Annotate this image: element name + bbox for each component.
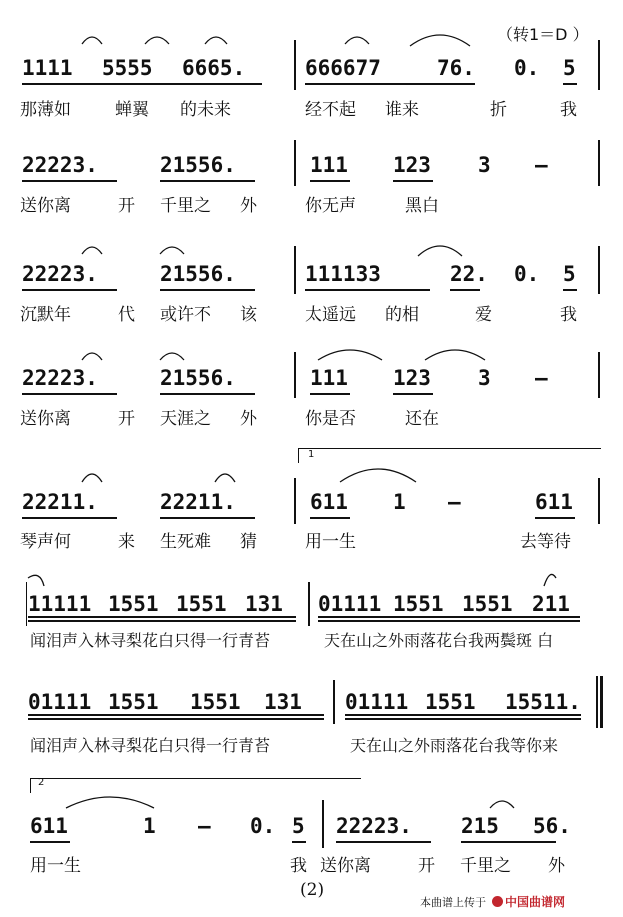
lyric-text: 代 [118, 305, 135, 325]
beam-line [461, 841, 556, 843]
lyric-text: 你无声 [305, 196, 356, 216]
lyric-text: 你是否 [305, 409, 356, 429]
note-group: 3 [478, 366, 491, 390]
note-group: 6665. [182, 56, 246, 80]
beam-line [292, 841, 306, 843]
lyric-text: 开 [418, 856, 435, 876]
bar-line [322, 800, 324, 848]
lyric-text: 或许不 [160, 305, 211, 325]
lyric-text: 谁来 [385, 100, 419, 120]
lyric-text: 那薄如 [20, 100, 71, 120]
lyric-text: 还在 [405, 409, 439, 429]
note-group: 22211. [22, 490, 98, 514]
credit-text: 本曲谱上传于 [420, 896, 486, 909]
note-group: 1551 [462, 592, 513, 616]
note-group: 1 [393, 490, 406, 514]
note-group: 22211. [160, 490, 236, 514]
note-group: – [448, 490, 461, 514]
note-group: 611 [30, 814, 68, 838]
lyric-text: 用一生 [305, 532, 356, 552]
note-group: 22223. [22, 366, 98, 390]
note-group: 131 [245, 592, 283, 616]
note-group: 1551 [425, 690, 476, 714]
lyric-text: 折 [490, 100, 507, 120]
note-group: 01111 [28, 690, 92, 714]
note-group: 11111 [28, 592, 92, 616]
beam-line [30, 841, 70, 843]
note-group: 3 [478, 153, 491, 177]
note-group: 1 [143, 814, 156, 838]
lyric-text: 的未来 [180, 100, 231, 120]
lyric-text: 闻泪声入林寻梨花白只得一行青苔 [30, 631, 271, 650]
note-group: 22223. [22, 153, 98, 177]
note-group: – [535, 153, 548, 177]
note-group: 22223. [22, 262, 98, 286]
upload-credit [420, 893, 565, 910]
note-group: – [535, 366, 548, 390]
note-group: 5555 [102, 56, 153, 80]
key-change-label: （转1＝D ） [497, 25, 589, 44]
lyric-text: 爱 [475, 305, 492, 325]
lyric-text: 经不起 [305, 100, 356, 120]
lyric-text: 外 [240, 409, 257, 429]
note-group: 21556. [160, 262, 236, 286]
note-group: 15511. [505, 690, 581, 714]
note-group: 21556. [160, 366, 236, 390]
lyric-text: 我 [560, 305, 577, 325]
lyric-text: 外 [240, 196, 257, 216]
note-group: 1111 [22, 56, 73, 80]
lyric-text: 该 [240, 305, 257, 325]
lyric-text: 琴声何 [20, 532, 71, 552]
beam-line [336, 841, 431, 843]
lyric-text: 天涯之 [160, 409, 211, 429]
note-group: 01111 [318, 592, 382, 616]
lyric-text: 蝉翼 [115, 100, 149, 120]
note-group: 111133 [305, 262, 381, 286]
note-group: 1551 [108, 690, 159, 714]
note-group: 5 [563, 56, 576, 80]
lyric-text: 猜 [240, 532, 257, 552]
note-group: 5 [563, 262, 576, 286]
lyric-text: 千里之 [160, 196, 211, 216]
lyric-text: 来 [118, 532, 135, 552]
note-group: 22. [450, 262, 488, 286]
note-group: 01111 [345, 690, 409, 714]
note-group: 123 [393, 366, 431, 390]
note-group: 131 [264, 690, 302, 714]
lyric-text: 我 [290, 856, 307, 876]
lyric-text: 太遥远 [305, 305, 356, 325]
note-group: 1551 [176, 592, 227, 616]
note-group: 0. [514, 56, 540, 80]
note-group: 611 [310, 490, 348, 514]
lyric-text: 的相 [385, 305, 419, 325]
note-group: 211 [532, 592, 570, 616]
lyric-text: 去等待 [520, 532, 571, 552]
volta-number: 2 [38, 777, 45, 788]
lyric-text: 沉默年 [20, 305, 71, 325]
note-group: 215 [461, 814, 499, 838]
note-group: 611 [535, 490, 573, 514]
lyric-text: 千里之 [460, 856, 511, 876]
note-group: 21556. [160, 153, 236, 177]
note-group: 1551 [190, 690, 241, 714]
note-group: 111 [310, 366, 348, 390]
note-group: 666677 [305, 56, 381, 80]
note-group: 22223. [336, 814, 412, 838]
lyric-text: 天在山之外雨落花台我等你来 [350, 736, 559, 755]
note-group: 5 [292, 814, 305, 838]
note-group: 0. [250, 814, 276, 838]
note-group: – [198, 814, 211, 838]
note-group: 111 [310, 153, 348, 177]
lyric-text: 送你离 [20, 409, 71, 429]
lyric-text: 我 [560, 100, 577, 120]
lyric-text: 开 [118, 409, 135, 429]
note-group: 1551 [108, 592, 159, 616]
note-group: 56. [533, 814, 571, 838]
note-group: 0. [514, 262, 540, 286]
page-number: (2) [300, 880, 325, 900]
lyric-text: 送你离 [20, 196, 71, 216]
site-logo-icon [492, 896, 503, 907]
lyric-text: 生死难 [160, 532, 211, 552]
volta-number: 1 [308, 449, 315, 460]
lyric-text: 送你离 [320, 856, 371, 876]
lyric-text: 外 [548, 856, 565, 876]
lyric-text: 闻泪声入林寻梨花白只得一行青苔 [30, 736, 271, 755]
note-group: 1551 [393, 592, 444, 616]
note-group: 123 [393, 153, 431, 177]
lyric-text: 黑白 [405, 196, 439, 216]
lyric-text: 用一生 [30, 856, 81, 876]
note-group: 76. [437, 56, 475, 80]
lyric-text: 天在山之外雨落花台我两鬓斑 白 [324, 631, 554, 650]
site-brand[interactable]: 中国曲谱网 [505, 895, 566, 909]
lyric-text: 开 [118, 196, 135, 216]
